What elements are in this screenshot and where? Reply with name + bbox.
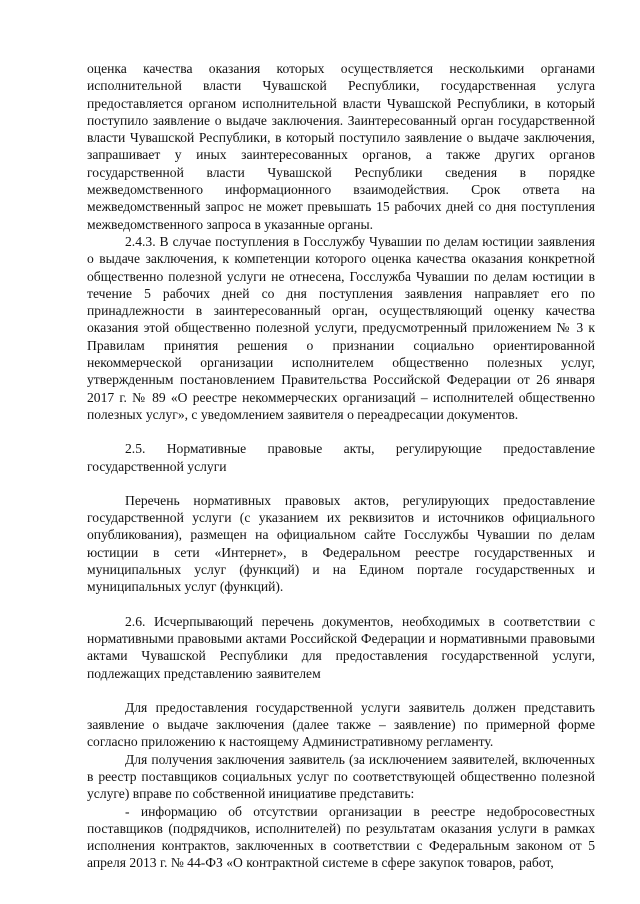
list-item-unfair-suppliers: - информацию об отсутствии организации в реестре недобросовестных поставщиков (подрядчиков, исполнителей) по результатам оказания услуги в рамках исполнения контрактов, заключенных в соответствии с Федеральным законом от 5 апреля 2013 г. № 44-ФЗ «О контрактной системе в сфере закупок товаров, работ, (87, 803, 595, 871)
paragraph-continuation: оценка качества оказания которых осуществляется несколькими органами исполнительной власти Чувашской Республики, государственная услуга предоставляется органом исполнительной власти Чувашской Республики, в который поступило заявление о выдаче заключения. Заинтересованный орган государственной власти Чувашской Республики, в который поступило заявление о выдаче заключения, запрашивает у иных заинтересованных органов, а также других органов государственной власти Чувашской Республики сведения в порядке межведомственного информационного взаимодействия. Срок ответа на межведомственный запрос не может превышать 15 рабочих дней со дня поступления межведомственного запроса в указанные органы. (87, 61, 595, 232)
section-heading-2-5: 2.5. Нормативные правовые акты, регулирующие предоставление государственной услуги (87, 441, 595, 474)
document-page (87, 60, 595, 872)
paragraph-optional-documents: Для получения заключения заявитель (за исключением заявителей, включенных в реестр поставщиков социальных услуг по соответствующей общественно полезной услуге) вправе по собственной инициативе представить: (87, 751, 595, 802)
paragraph-2-4-3: 2.4.3. В случае поступления в Госслужбу Чувашии по делам юстиции заявления о выдаче заключения, к компетенции которого оценка качества оказания конкретной общественно полезной услуги не отнесена, Госслужба Чувашии по делам юстиции в течение 5 рабочих дней со дня поступления заявления направляет его по принадлежности в заинтересованный орган, осуществляющий оценку качества оказания этой общественно полезной услуги, предусмотренный приложением № 3 к Правилам принятия решения о признании социально ориентированной некоммерческой организации исполнителем общественно полезных услуг, утвержденным постановлением Правительства Российской Федерации от 26 января 2017 г. № 89 «О реестре некоммерческих организаций – исполнителей общественно полезных услуг», с уведомлением заявителя о переадресации документов. (87, 233, 595, 422)
paragraph-legal-acts-list: Перечень нормативных правовых актов, регулирующих предоставление государственной услуги (с указанием их реквизитов и источников официального опубликования), размещен на официальном сайте Госслужбы Чувашии по делам юстиции в сети «Интернет», в Федеральном реестре государственных и муниципальных услуг (функций) и на Едином портале государственных и муниципальных услуг (функций). (87, 492, 595, 595)
paragraph-application-form: Для предоставления государственной услуги заявитель должен представить заявление о выдаче заключения (далее также – заявление) по примерной форме согласно приложению к настоящему Административному регламенту. (87, 699, 595, 750)
section-heading-2-6: 2.6. Исчерпывающий перечень документов, необходимых в соответствии с нормативными правовыми актами Российской Федерации и нормативными правовыми актами Чувашской Республики для предоставления государственной услуги, подлежащих представлению заявителем (87, 613, 595, 681)
